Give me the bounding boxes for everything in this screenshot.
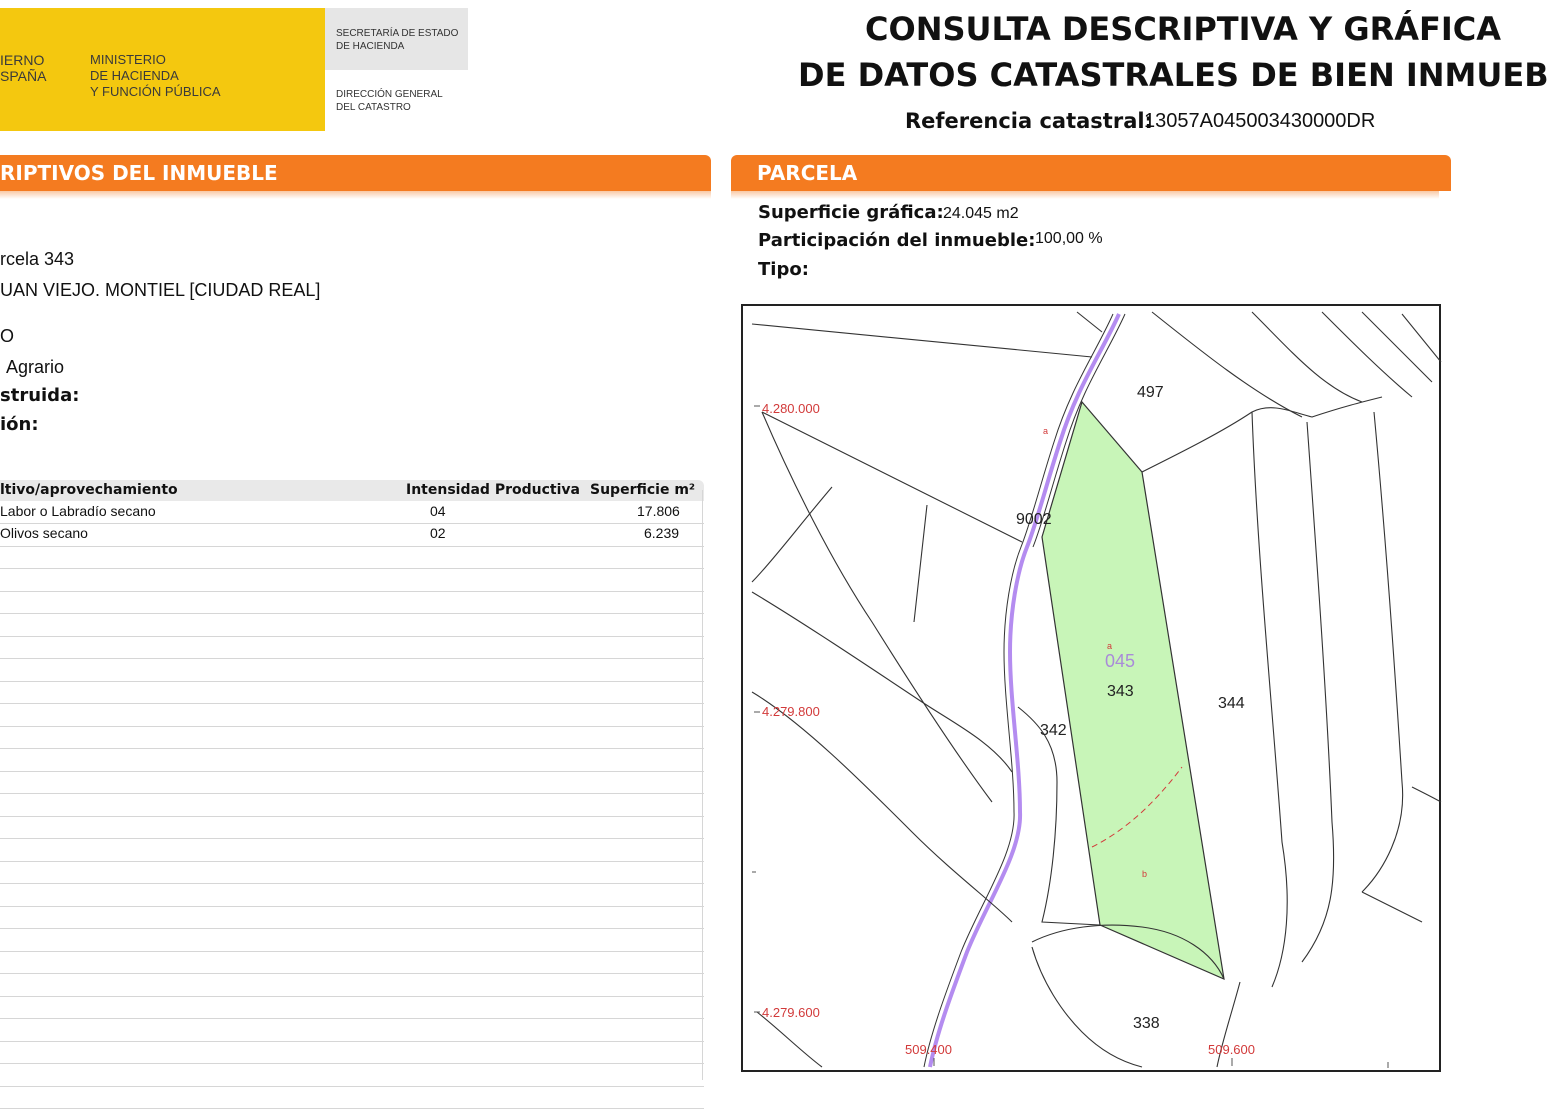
parcel-label: 338 [1133,1015,1160,1032]
col-header-cultivo: ltivo/aprovechamiento [0,482,178,498]
table-row-line [0,771,704,772]
cell-superficie: 17.806 [637,503,680,519]
cell-intensidad: 02 [430,525,446,541]
section-title-parcela: PARCELA [757,161,858,185]
government-logo-text: IERNO SPAÑA [0,52,47,84]
tipo-label: Tipo: [758,259,809,280]
table-row-line [0,613,704,614]
table-row-line [0,636,704,637]
address-line2: UAN VIEJO. MONTIEL [CIUDAD REAL] [0,280,321,300]
cell-intensidad: 04 [430,503,446,519]
table-row-line [0,546,704,547]
participacion-label: Participación del inmueble: [758,230,1036,251]
anio-construccion-label: ión: [0,414,39,435]
table-header [0,480,704,501]
table-row-line [0,816,704,817]
table-row-line [0,883,704,884]
table-row-line [0,1086,704,1087]
section-shadow-right [731,191,1439,199]
table-row-line [0,951,704,952]
cell-cultivo: Olivos secano [0,525,88,541]
coord-label-x: 509.600 [1208,1042,1255,1057]
sup-construida-label: struida: [0,385,80,406]
parcel-label: 343 [1107,683,1134,700]
subparcel-label-a: a [1107,641,1113,651]
ref-catastral-label: Referencia catastral: [905,109,1153,133]
coord-label-x: 509.400 [905,1042,952,1057]
subparcel-label-b: b [1142,869,1148,879]
table-row-line [0,591,704,592]
uso-value: Agrario [6,357,65,377]
sup-grafica-label: Superficie gráfica: [758,202,944,223]
table-row-line [0,1041,704,1042]
table-row-line [0,1063,704,1064]
parcel-label: 497 [1137,384,1164,401]
table-row-line [0,861,704,862]
coord-label-y: 4.280.000 [762,401,820,416]
table-right-border [702,490,703,1080]
document-title-line2: DE DATOS CATASTRALES DE BIEN INMUEB [798,56,1549,94]
parcel-label: 344 [1218,695,1245,712]
subparcel-label-a: a [1043,426,1049,436]
coord-label-y: 4.279.600 [762,1005,820,1020]
col-header-superficie: Superficie m² [590,482,696,498]
section-shadow-left [0,191,711,199]
table-row-line [0,838,704,839]
address-line1: rcela 343 [0,249,75,269]
table-row-line [0,726,704,727]
col-header-intensidad: Intensidad Productiva [406,482,580,498]
direccion-text: DIRECCIÓN GENERAL DEL CATASTRO [336,89,443,113]
ministry-logo-text: MINISTERIO DE HACIENDA Y FUNCIÓN PÚBLICA [90,52,221,99]
coord-label-y: 4.279.800 [762,704,820,719]
table-row-line [0,973,704,974]
cell-superficie: 6.239 [644,525,680,541]
table-row-line [0,906,704,907]
clase-value: O [0,326,15,346]
section-header-descriptivos [0,155,711,191]
ref-catastral-value: 13057A045003430000DR [1144,110,1376,132]
document-title-line1: CONSULTA DESCRIPTIVA Y GRÁFICA [865,10,1502,48]
polygon-label: 045 [1105,651,1136,671]
table-row-line [0,996,704,997]
table-row-line [0,568,704,569]
sup-grafica-value: 24.045 m2 [943,205,1019,222]
cadastral-map[interactable] [741,304,1441,1072]
section-header-parcela [731,155,1451,191]
parcel-label: 9002 [1016,511,1052,528]
participacion-value: 100,00 % [1035,230,1103,247]
table-row-line [0,681,704,682]
table-row-line [0,703,704,704]
table-row-line [0,793,704,794]
secretaria-text: SECRETARÍA DE ESTADO DE HACIENDA [336,28,459,52]
section-title-descriptivos: RIPTIVOS DEL INMUEBLE [0,161,278,185]
parcel-label: 342 [1040,722,1067,739]
table-row-line [0,658,704,659]
table-row-line [0,748,704,749]
table-row-line [0,1018,704,1019]
cell-cultivo: Labor o Labradío secano [0,503,156,519]
table-row-line [0,928,704,929]
table-row-line [0,523,704,524]
map-drawing [743,306,1443,1074]
